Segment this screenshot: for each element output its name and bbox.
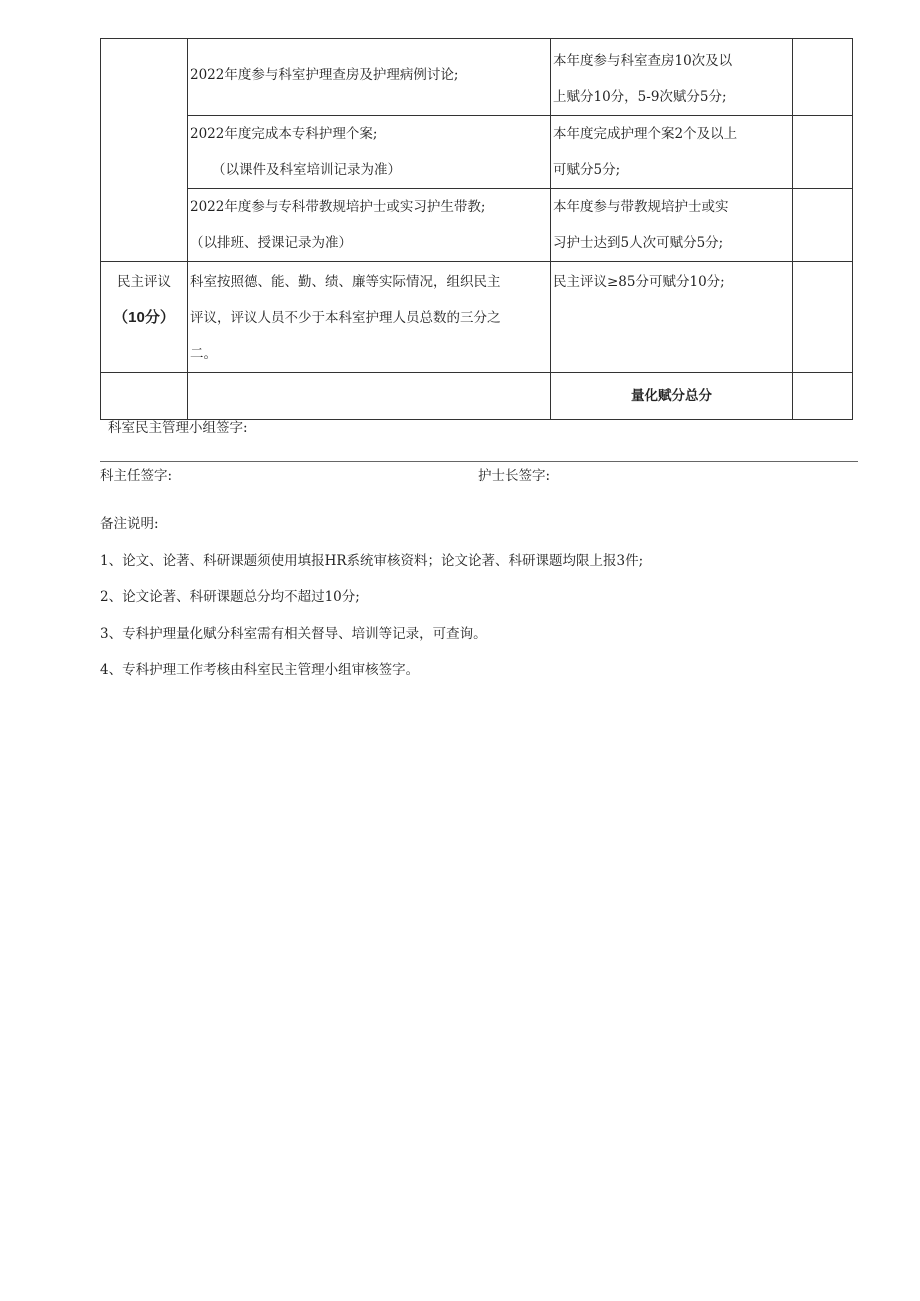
- criteria-cell: [188, 189, 551, 262]
- scoring-rule-text: 本年度参与带教规培护士或实: [553, 199, 729, 215]
- scoring-rule-cell: [551, 116, 793, 189]
- score-cell[interactable]: [793, 116, 853, 189]
- notes-title: 备注说明:: [100, 516, 159, 532]
- scoring-rule-text: 本年度参与科室查房10次及以: [553, 53, 733, 69]
- criteria-cell: [188, 116, 551, 189]
- total-label: 量化赋分总分: [631, 388, 712, 403]
- criteria-text: 二。: [190, 346, 217, 362]
- note-item: 2、论文论著、科研课题总分均不超过10分;: [100, 589, 360, 605]
- total-score-cell[interactable]: [793, 373, 853, 420]
- empty-cell: [188, 373, 551, 420]
- scoring-rule-cell: [551, 39, 793, 116]
- scoring-rule-text: 民主评议≥85分可赋分10分;: [553, 274, 725, 290]
- score-cell[interactable]: [793, 39, 853, 116]
- total-label-cell: [551, 373, 793, 420]
- group-signature-label: 科室民主管理小组签字:: [108, 420, 248, 436]
- empty-cell: [101, 373, 188, 420]
- table-row: [101, 39, 853, 116]
- table-row: [101, 189, 853, 262]
- category-cell: [101, 39, 188, 262]
- scoring-rule-cell: [551, 189, 793, 262]
- criteria-cell: [188, 262, 551, 373]
- scoring-rule-text: 习护士达到5人次可赋分5分;: [553, 235, 724, 251]
- criteria-text: 科室按照德、能、勤、绩、廉等实际情况，组织民主: [190, 274, 501, 290]
- table-row: [101, 116, 853, 189]
- scoring-rule-text: 本年度完成护理个案2个及以上: [553, 126, 738, 142]
- criteria-note: （以课件及科室培训记录为准）: [212, 162, 401, 178]
- category-cell: [101, 262, 188, 373]
- criteria-cell: [188, 39, 551, 116]
- director-signature-label: 科主任签字:: [100, 468, 173, 484]
- scoring-rule-text: 上赋分10分，5-9次赋分5分;: [553, 89, 727, 105]
- total-row: [101, 373, 853, 420]
- criteria-text: 2022年度参与科室护理查房及护理病例讨论;: [190, 67, 459, 83]
- criteria-text: 评议，评议人员不少于本科室护理人员总数的三分之: [190, 310, 501, 326]
- note-item: 4、专科护理工作考核由科室民主管理小组审核签字。: [100, 662, 420, 678]
- head-nurse-signature-label: 护士长签字:: [478, 468, 551, 484]
- score-cell[interactable]: [793, 189, 853, 262]
- category-title: 民主评议: [117, 274, 171, 290]
- scoring-rule-text: 可赋分5分;: [553, 162, 621, 178]
- note-item: 3、专科护理量化赋分科室需有相关督导、培训等记录，可查询。: [100, 626, 487, 642]
- category-points: （10分）: [113, 309, 175, 326]
- criteria-note: （以排班、授课记录为准）: [190, 235, 352, 251]
- scoring-rule-cell: [551, 262, 793, 373]
- evaluation-table: [100, 38, 853, 420]
- table-row: [101, 262, 853, 373]
- criteria-text: 2022年度完成本专科护理个案;: [190, 126, 378, 142]
- criteria-text: 2022年度参与专科带教规培护士或实习护生带教;: [190, 199, 486, 215]
- score-cell[interactable]: [793, 262, 853, 373]
- note-item: 1、论文、论著、科研课题须使用填报HR系统审核资料；论文论著、科研课题均限上报3件;: [100, 553, 644, 569]
- divider: [100, 461, 858, 462]
